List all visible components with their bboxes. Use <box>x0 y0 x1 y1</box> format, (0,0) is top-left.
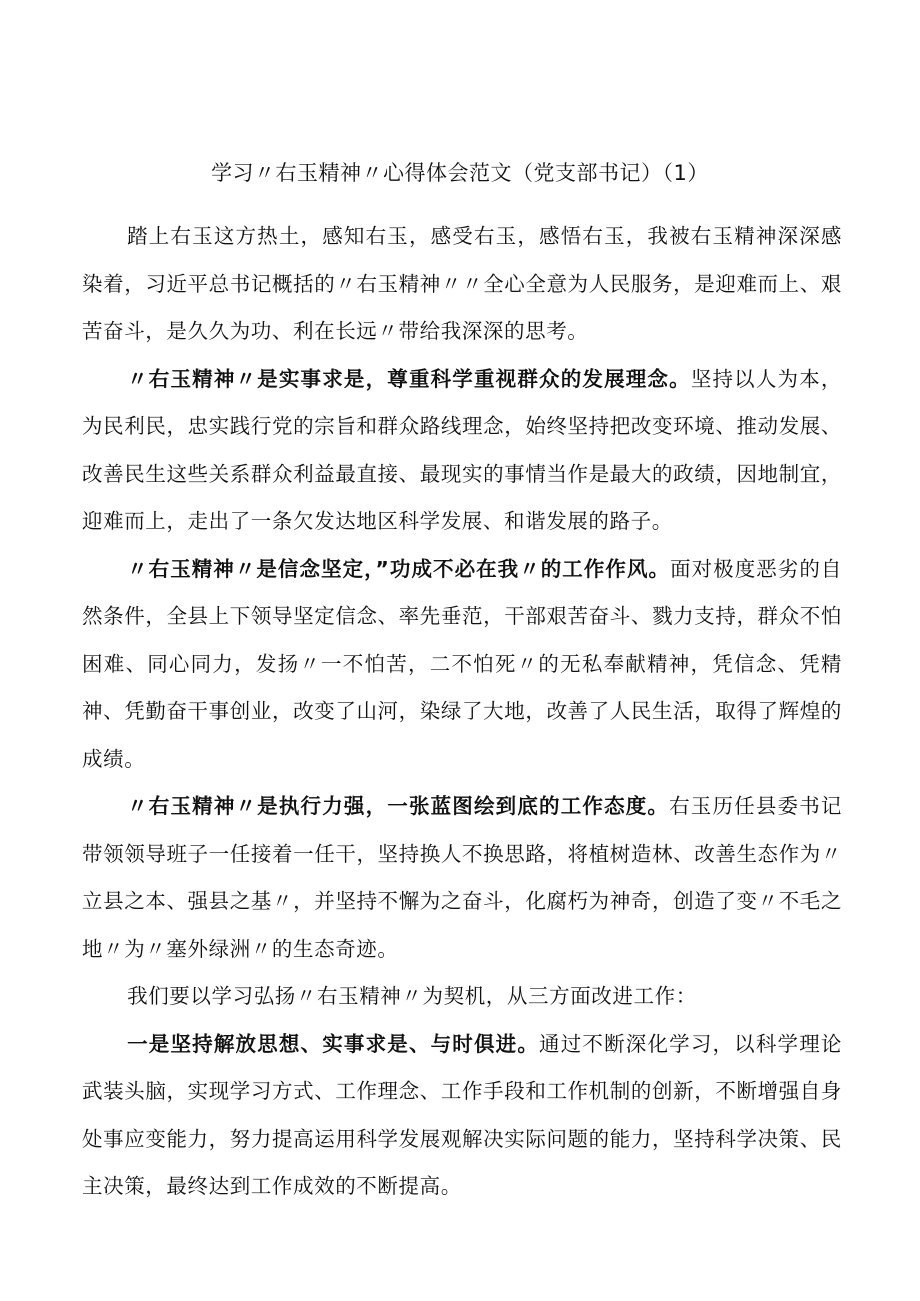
paragraph-text: 通过不断深化学习，以科学理论武装头脑，实现学习方式、工作理念、工作手段和工作机制的创新，不断增强自身处事应变能力，努力提高运用科学发展观解决实际问题的能力，坚持科学决策、民主决策，最终达到工作成效的不断提高。 <box>82 1031 842 1198</box>
paragraph-text: 我们要以学习弘扬〃右玉精神〃为契机，从三方面改进工作： <box>127 984 697 1008</box>
document-title: 学习〃右玉精神〃心得体会范文（党支部书记）（1） <box>211 161 709 185</box>
paragraph-improvement-intro <box>82 973 842 1021</box>
paragraph-practical-concept <box>82 356 842 546</box>
document-body <box>82 213 842 1211</box>
paragraph-text: 踏上右玉这方热土，感知右玉，感受右玉，感悟右玉，我被右玉精神深深感染着，习近平总书记概括的〃右玉精神〃〃全心全意为人民服务，是迎难而上、艰苦奋斗，是久久为功、利在长远〃带给我深深的思考。 <box>82 224 842 343</box>
paragraph-lead-heading: 〃右玉精神〃是信念坚定，”功成不必在我〃的工作作风。 <box>127 556 671 581</box>
paragraph-intro <box>82 213 842 356</box>
paragraph-text: 坚持以人为本，为民利民，忠实践行党的宗旨和群众路线理念，始终坚持把改变环境、推动发展、改善民生这些关系群众利益最直接、最现实的事情当作是最大的政绩，因地制宜，迎难而上，走出了一条欠发达地区科学发展、和谐发展的路子。 <box>82 366 842 533</box>
paragraph-firm-belief <box>82 546 842 784</box>
paragraph-text: 面对极度恶劣的自然条件，全县上下领导坚定信念、率先垂范，干部艰苦奋斗、戮力支持，群众不怕困难、同心同力，发扬〃一不怕苦，二不怕死〃的无私奉献精神，凭信念、凭精神、凭勤奋干事创业，改变了山河，染绿了大地，改善了人民生活，取得了辉煌的成绩。 <box>82 556 842 771</box>
paragraph-lead-heading: 〃右玉精神〃是实事求是，尊重科学重视群众的发展理念。 <box>127 366 691 391</box>
paragraph-lead-heading: 一是坚持解放思想、实事求是、与时俱进。 <box>127 1031 540 1056</box>
paragraph-point-one <box>82 1021 842 1211</box>
paragraph-text: 右玉历任县委书记带领领导班子一任接着一任干，坚持换人不换思路，将植树造林、改善生态作为〃立县之本、强县之基〃，并坚持不懈为之奋斗，化腐朽为神奇，创造了变〃不毛之地〃为〃塞外绿洲〃的生态奇迹。 <box>82 794 842 961</box>
paragraph-lead-heading: 〃右玉精神〃是执行力强，一张蓝图绘到底的工作态度。 <box>127 794 670 818</box>
paragraph-strong-execution <box>82 783 842 973</box>
